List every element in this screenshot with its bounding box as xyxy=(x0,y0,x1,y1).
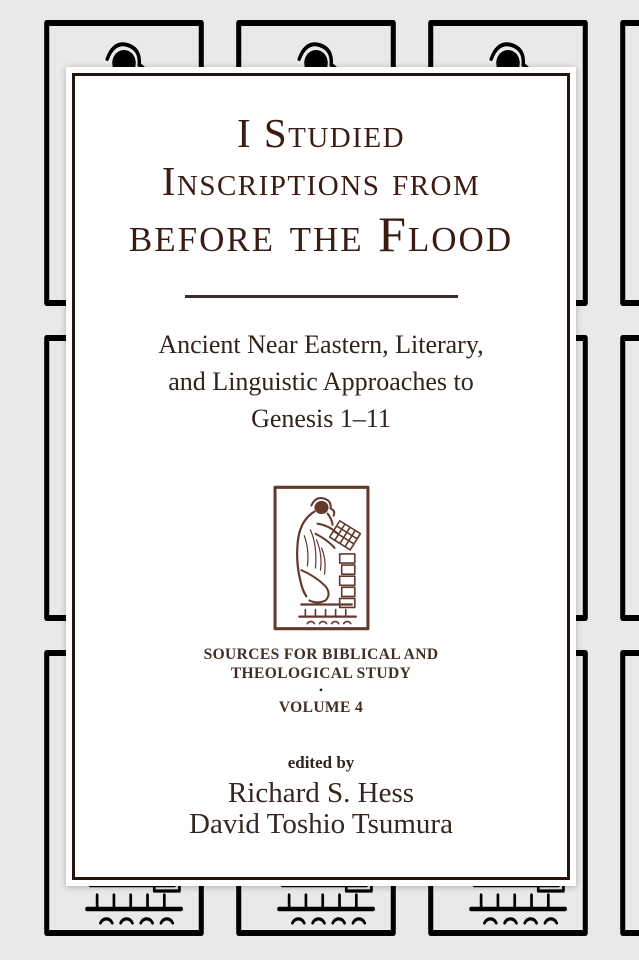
subtitle xyxy=(158,326,483,437)
series-line-2: THEOLOGICAL STUDY xyxy=(230,665,412,682)
series-name xyxy=(204,645,439,683)
cover-panel xyxy=(66,67,576,886)
title-line-1: I Studied xyxy=(236,110,406,156)
editor-name-1: Richard S. Hess xyxy=(227,777,415,809)
scribe-watermark-icon xyxy=(616,645,639,941)
scribe-watermark-icon xyxy=(616,330,639,626)
editor-name-2: David Toshio Tsumura xyxy=(189,808,453,840)
cover-inner-border xyxy=(72,73,570,880)
series-line-1: SOURCES FOR BIBLICAL AND xyxy=(203,646,439,663)
edited-by-label: edited by xyxy=(287,753,355,772)
subtitle-line-2: and Linguistic Approaches to xyxy=(168,367,474,396)
scribe-watermark-icon xyxy=(616,15,639,311)
series-separator-dot: • xyxy=(318,683,324,697)
subtitle-line-3: Genesis 1–11 xyxy=(251,404,391,433)
title-divider-rule xyxy=(185,295,458,298)
title-line-3: before the Flood xyxy=(128,206,514,262)
scribe-woodcut-icon xyxy=(271,483,372,633)
title-line-2: Inscriptions from xyxy=(161,158,481,204)
series-volume: VOLUME 4 xyxy=(278,699,364,716)
subtitle-line-1: Ancient Near Eastern, Literary, xyxy=(158,330,484,359)
